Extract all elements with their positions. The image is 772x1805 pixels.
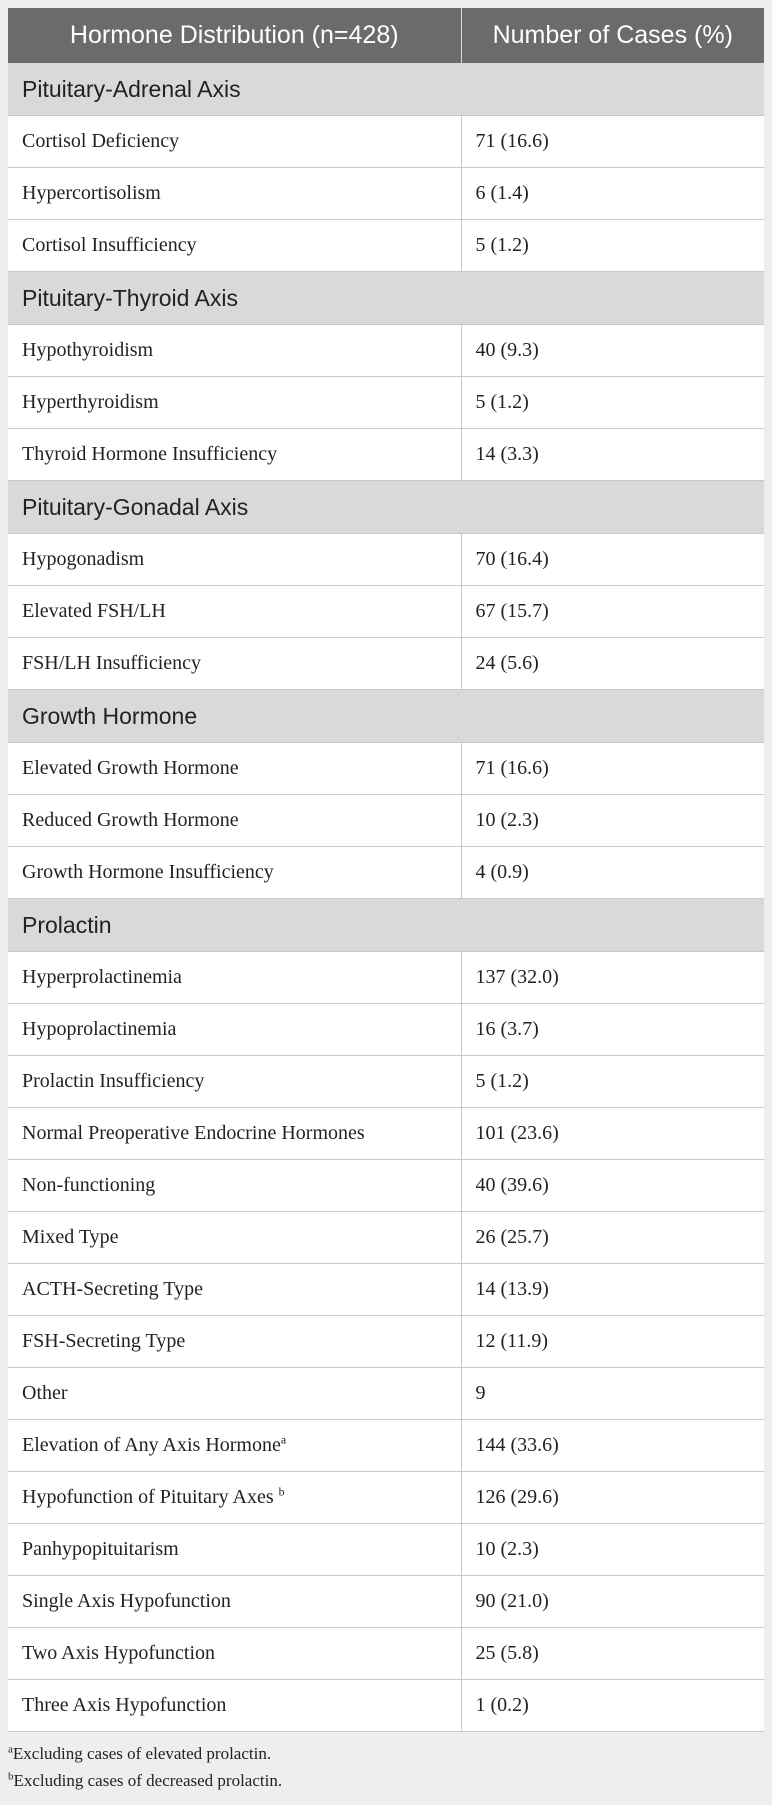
row-label: Cortisol Deficiency [8,116,461,168]
footnote-text: Excluding cases of elevated prolactin. [12,1744,272,1763]
row-label: ACTH-Secreting Type [8,1264,461,1316]
row-label-cell [8,1472,461,1524]
table-row [8,1316,764,1368]
table-row [8,168,764,220]
table-row [8,1576,764,1628]
row-value: 5 (1.2) [461,1056,764,1108]
hormone-distribution-table [8,8,764,1732]
row-label: Two Axis Hypofunction [8,1628,461,1680]
table-row [8,220,764,272]
footnote-a [8,1740,764,1767]
table-row [8,1264,764,1316]
row-value: 126 (29.6) [461,1472,764,1524]
row-value: 24 (5.6) [461,638,764,690]
table-row [8,1108,764,1160]
table-row [8,1472,764,1524]
row-value: 16 (3.7) [461,1004,764,1056]
row-value: 14 (13.9) [461,1264,764,1316]
row-label: Hyperprolactinemia [8,952,461,1004]
table-row [8,1680,764,1732]
table-row [8,743,764,795]
row-value: 40 (9.3) [461,325,764,377]
row-value: 90 (21.0) [461,1576,764,1628]
table-header-row [8,8,764,63]
table-row [8,1524,764,1576]
table-row [8,429,764,481]
section-title: Prolactin [8,899,764,952]
row-value: 5 (1.2) [461,220,764,272]
row-label: FSH/LH Insufficiency [8,638,461,690]
table-row [8,1160,764,1212]
row-label: Prolactin Insufficiency [8,1056,461,1108]
section-title: Pituitary-Gonadal Axis [8,481,764,534]
row-label: Cortisol Insufficiency [8,220,461,272]
table-row [8,638,764,690]
row-value: 9 [461,1368,764,1420]
row-label: Non-functioning [8,1160,461,1212]
row-label: Hypofunction of Pituitary Axes [22,1486,279,1508]
row-label: Mixed Type [8,1212,461,1264]
row-value: 10 (2.3) [461,795,764,847]
row-value: 67 (15.7) [461,586,764,638]
table-row [8,1004,764,1056]
table-row [8,586,764,638]
row-label: Growth Hormone Insufficiency [8,847,461,899]
row-label: Elevated FSH/LH [8,586,461,638]
table-row [8,1420,764,1472]
row-label: Single Axis Hypofunction [8,1576,461,1628]
section-title: Growth Hormone [8,690,764,743]
row-label: Hypoprolactinemia [8,1004,461,1056]
row-value: 12 (11.9) [461,1316,764,1368]
row-label: Hyperthyroidism [8,377,461,429]
section-row-thyroid [8,272,764,325]
section-row-prolactin [8,899,764,952]
table-row [8,534,764,586]
row-label: Reduced Growth Hormone [8,795,461,847]
row-value: 10 (2.3) [461,1524,764,1576]
row-value: 25 (5.8) [461,1628,764,1680]
table-row [8,325,764,377]
row-label: Three Axis Hypofunction [8,1680,461,1732]
table-row [8,1056,764,1108]
row-value: 4 (0.9) [461,847,764,899]
header-number-of-cases: Number of Cases (%) [461,8,764,63]
row-value: 6 (1.4) [461,168,764,220]
row-value: 70 (16.4) [461,534,764,586]
table-row [8,795,764,847]
row-value: 5 (1.2) [461,377,764,429]
row-value: 144 (33.6) [461,1420,764,1472]
row-value: 71 (16.6) [461,116,764,168]
row-value: 14 (3.3) [461,429,764,481]
section-title: Pituitary-Adrenal Axis [8,63,764,116]
table-footnotes [8,1732,764,1794]
row-value: 26 (25.7) [461,1212,764,1264]
row-value: 137 (32.0) [461,952,764,1004]
row-label-cell [8,1420,461,1472]
row-value: 1 (0.2) [461,1680,764,1732]
row-label: Hypothyroidism [8,325,461,377]
section-row-growth [8,690,764,743]
row-label: Hypogonadism [8,534,461,586]
row-label: Panhypopituitarism [8,1524,461,1576]
footnote-marker-a: a [280,1432,287,1447]
row-label: Elevation of Any Axis Hormone [22,1434,281,1456]
footnote-mark: a [8,1743,13,1756]
row-value: 40 (39.6) [461,1160,764,1212]
table-row [8,1368,764,1420]
table-row [8,377,764,429]
row-label: FSH-Secreting Type [8,1316,461,1368]
row-label: Other [8,1368,461,1420]
table-row [8,952,764,1004]
row-label: Elevated Growth Hormone [8,743,461,795]
footnote-text: Excluding cases of decreased prolactin. [13,1771,283,1790]
section-title: Pituitary-Thyroid Axis [8,272,764,325]
table-row [8,116,764,168]
section-row-adrenal [8,63,764,116]
table-row [8,847,764,899]
hormone-table-container [8,8,764,1794]
table-row [8,1212,764,1264]
row-label: Thyroid Hormone Insufficiency [8,429,461,481]
footnote-marker-b: b [278,1484,285,1499]
table-row [8,1628,764,1680]
footnote-b [8,1767,764,1794]
row-value: 71 (16.6) [461,743,764,795]
row-value: 101 (23.6) [461,1108,764,1160]
header-hormone-distribution: Hormone Distribution (n=428) [8,8,461,63]
row-label: Normal Preoperative Endocrine Hormones [8,1108,461,1160]
footnote-mark: b [8,1770,14,1783]
row-label: Hypercortisolism [8,168,461,220]
section-row-gonadal [8,481,764,534]
